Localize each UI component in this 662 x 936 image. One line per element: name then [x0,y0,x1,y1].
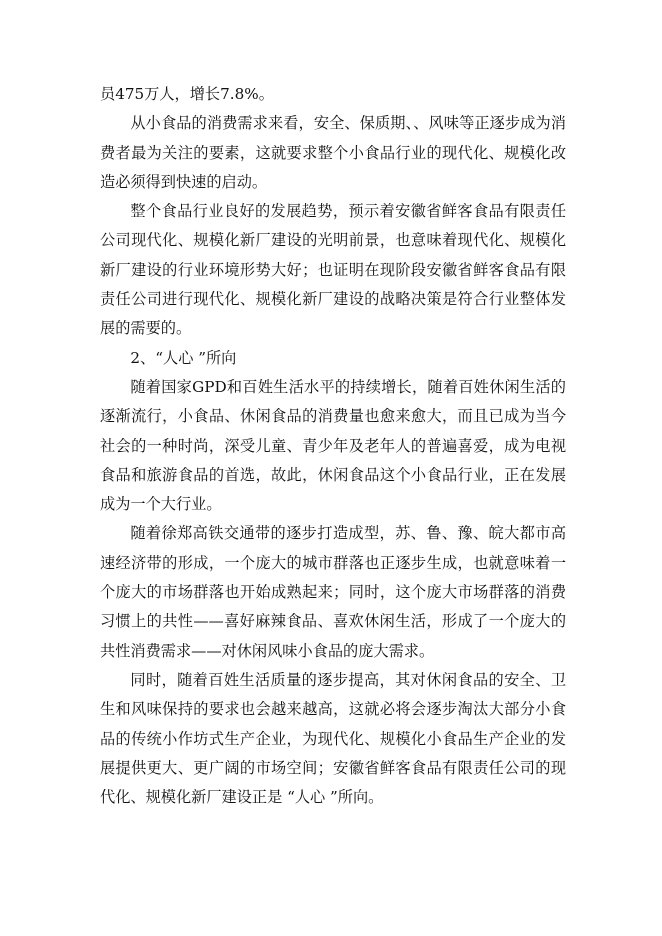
paragraph-quality-improvement: 同时，随着百姓生活质量的逐步提高，其对休闲食品的安全、卫生和风味保持的要求也会越来越高，这就必将会逐步淘汰大部分小食品的传统小作坊式生产企业，为现代化、规模化小食品生产企业的发展提供更大、更广阔的市场空间；安徽省鲜客食品有限责任公司的现代化、规模化新厂建设正是 “人心 ”所向。 [100,670,566,807]
paragraph-continuation: 员475万人，增长7.8%。 [100,85,274,103]
paragraph-high-speed-rail: 随着徐郑高铁交通带的逐步打造成型，苏、鲁、豫、皖大都市高速经济带的形成，一个庞大的城市群落也正逐步生成，也就意味着一个庞大的市场群落也开始成熟起来；同时，这个庞大市场群落的消费习惯上的共性——喜好麻辣食品、喜欢休闲生活，形成了一个庞大的共性消费需求——对休闲风味小食品的庞大需求。 [100,524,566,660]
paragraph-consumer-demand: 从小食品的消费需求来看，安全、保质期、、风味等正逐步成为消费者最为关注的要素，这就要求整个小食品行业的现代化、规模化改造必须得到快速的启动。 [100,114,566,191]
paragraph-industry-trend: 整个食品行业良好的发展趋势，预示着安徽省鲜客食品有限责任公司现代化、规模化新厂建设的光明前景，也意味着现代化、规模化新厂建设的行业环境形势大好；也证明在现阶段安徽省鲜客食品有限责任公司进行现代化、规模化新厂建设的战略决策是符合行业整体发展的需要的。 [100,202,566,338]
document-page [100,80,566,812]
section-heading-popular-will: 2、“人心 ”所向 [130,348,237,367]
paragraph-gdp-growth: 随着国家GPD和百姓生活水平的持续增长，随着百姓休闲生活的逐渐流行，小食品、休闲食品的消费量也愈来愈大，而且已成为当今社会的一种时尚，深受儿童、青少年及老年人的普遍喜爱，成为电视食品和旅游食品的首选，故此，休闲食品这个小食品行业，正在发展成为一个大行业。 [100,377,566,514]
